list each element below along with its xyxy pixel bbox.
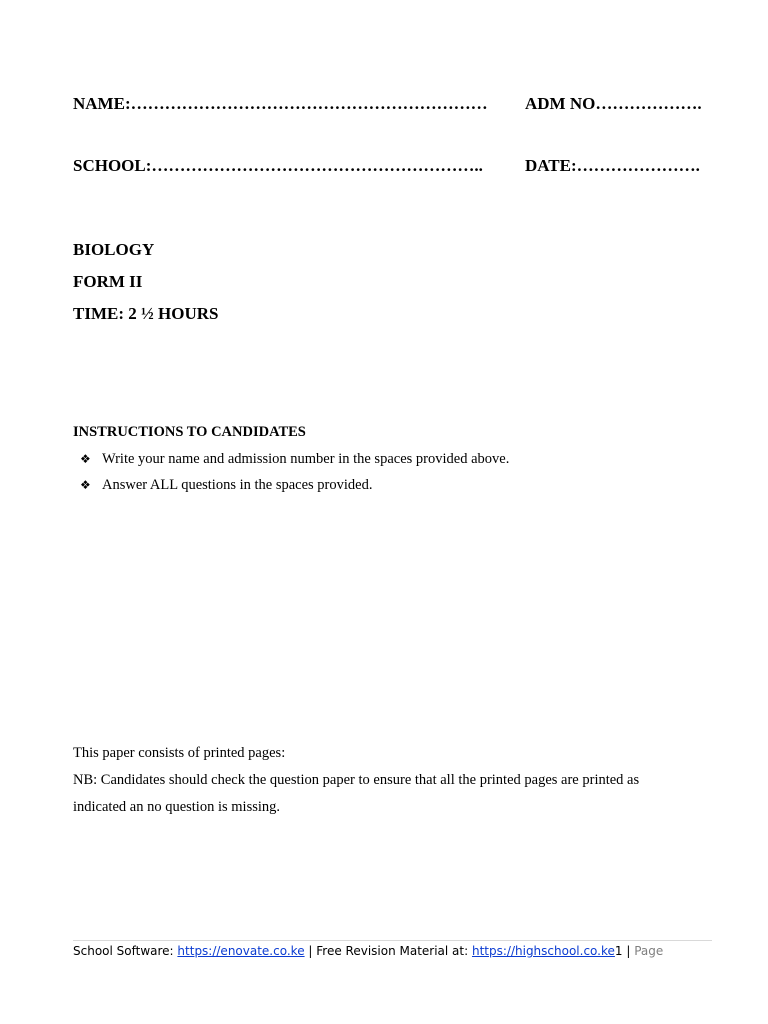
page-footer bbox=[73, 943, 663, 959]
exam-duration: TIME: 2 ½ HOURS bbox=[73, 304, 219, 323]
instruction-item bbox=[80, 451, 509, 468]
instruction-text: Write your name and admission number in the spaces provided above. bbox=[102, 451, 510, 467]
diamond-bullet-icon: ❖ bbox=[80, 452, 91, 466]
nb-note-line: indicated an no question is missing. bbox=[73, 799, 281, 815]
instructions-heading: INSTRUCTIONS TO CANDIDATES bbox=[73, 424, 306, 440]
instruction-item bbox=[80, 477, 372, 494]
page-label: Page bbox=[634, 944, 664, 958]
footer-software-label: School Software: bbox=[73, 944, 178, 958]
footer-separator: | Free Revision Material at: bbox=[304, 944, 472, 958]
admission-number-field: ADM NO………………. bbox=[525, 94, 702, 113]
footer-divider bbox=[73, 940, 712, 941]
subject-title: BIOLOGY bbox=[73, 240, 155, 259]
highschool-link[interactable]: https://highschool.co.ke bbox=[471, 944, 615, 958]
date-field: DATE:…………………. bbox=[525, 156, 700, 175]
name-field: NAME:……………………………………………………… bbox=[73, 94, 488, 113]
school-field: SCHOOL:………………………………………………….. bbox=[73, 156, 483, 175]
enovate-link[interactable]: https://enovate.co.ke bbox=[177, 944, 305, 958]
form-level: FORM II bbox=[73, 272, 143, 291]
diamond-bullet-icon: ❖ bbox=[80, 478, 91, 492]
page-count-note: This paper consists of printed pages: bbox=[73, 745, 286, 761]
nb-note-line: NB: Candidates should check the question paper to ensure that all the printed pages are printed as bbox=[73, 772, 640, 788]
footer-pipe: | bbox=[622, 944, 635, 958]
instruction-text: Answer ALL questions in the spaces provided. bbox=[102, 477, 373, 493]
page-number: 1 bbox=[614, 944, 623, 958]
